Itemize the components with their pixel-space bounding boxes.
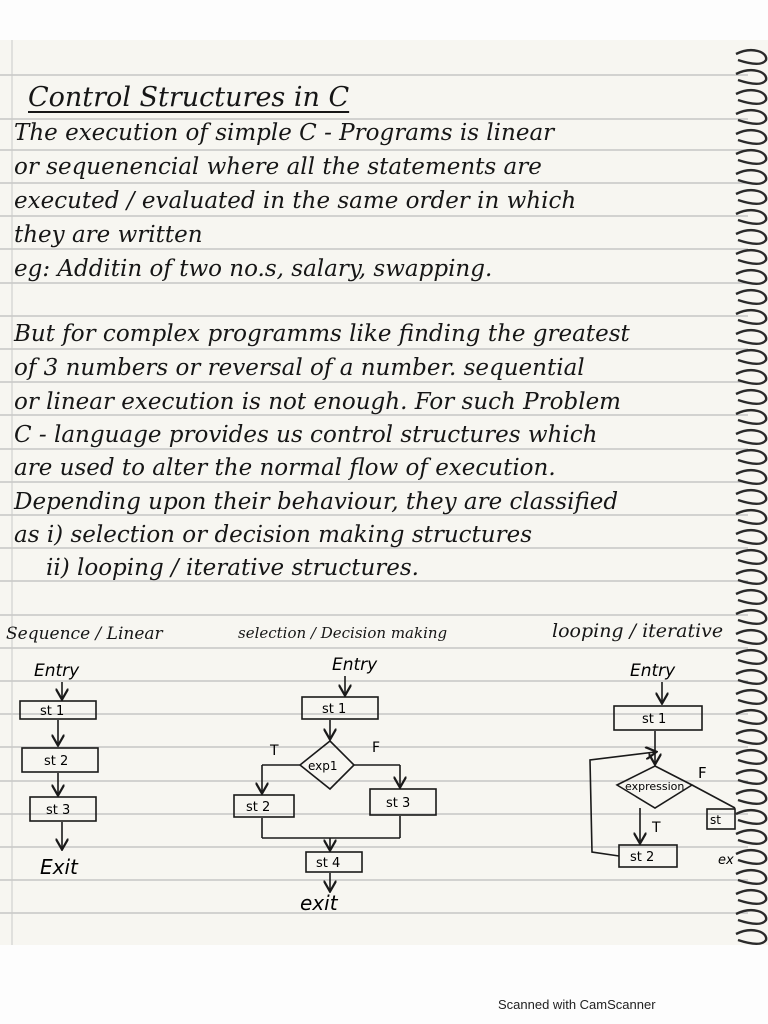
para1-line-4: they are written bbox=[14, 222, 203, 248]
loop-side-box-label: st bbox=[710, 813, 721, 827]
seq-box-2-label: st 2 bbox=[44, 754, 69, 769]
para2-line-3: or linear execution is not enough. For such Problem bbox=[14, 389, 621, 415]
sel-false-label: F bbox=[372, 740, 381, 756]
sel-box-bottom-label: st 4 bbox=[316, 856, 341, 871]
loop-body-box-label: st 2 bbox=[630, 850, 655, 865]
loop-decision-label: expression bbox=[625, 780, 685, 793]
para2-line-2: of 3 numbers or reversal of a number. sequential bbox=[14, 355, 585, 381]
selection-heading: selection / Decision making bbox=[238, 624, 448, 642]
sel-decision-label: exp1 bbox=[308, 759, 338, 773]
seq-exit: Exit bbox=[40, 855, 78, 879]
seq-box-3-label: st 3 bbox=[46, 803, 71, 818]
sel-box-right-label: st 3 bbox=[386, 796, 411, 811]
para1-line-1: The execution of simple C - Programs is linear bbox=[14, 120, 555, 146]
para2-line-5: are used to alter the normal flow of execution. bbox=[14, 455, 556, 481]
loop-true-label: T bbox=[652, 820, 661, 836]
para2-line-7: as i) selection or decision making structures bbox=[14, 522, 533, 548]
looping-heading: looping / iterative bbox=[552, 620, 724, 642]
para1-line-2: or sequenencial where all the statements are bbox=[14, 154, 542, 180]
loop-box-top-label: st 1 bbox=[642, 712, 667, 727]
loop-exit-partial: ex bbox=[718, 853, 734, 868]
sel-exit: exit bbox=[300, 891, 338, 915]
seq-entry: Entry bbox=[34, 661, 80, 681]
page-title: Control Structures in C bbox=[28, 82, 350, 113]
para1-line-5: eg: Additin of two no.s, salary, swapping. bbox=[14, 256, 493, 282]
para2-line-8: ii) looping / iterative structures. bbox=[46, 555, 419, 581]
para2-line-4: C - language provides us control structures which bbox=[14, 422, 598, 448]
loop-false-label: F bbox=[698, 764, 707, 782]
sel-box-left-label: st 2 bbox=[246, 800, 271, 815]
scanner-watermark: Scanned with CamScanner bbox=[498, 997, 656, 1012]
sel-entry: Entry bbox=[332, 655, 378, 675]
sequence-heading: Sequence / Linear bbox=[6, 624, 163, 644]
seq-box-1-label: st 1 bbox=[40, 704, 65, 719]
para2-line-1: But for complex programms like finding the greatest bbox=[14, 321, 630, 347]
loop-entry: Entry bbox=[630, 661, 676, 681]
sel-true-label: T bbox=[270, 743, 279, 759]
para2-line-6: Depending upon their behaviour, they are classified bbox=[14, 489, 619, 515]
sel-box-top-label: st 1 bbox=[322, 702, 347, 717]
para1-line-3: executed / evaluated in the same order in which bbox=[14, 188, 577, 214]
